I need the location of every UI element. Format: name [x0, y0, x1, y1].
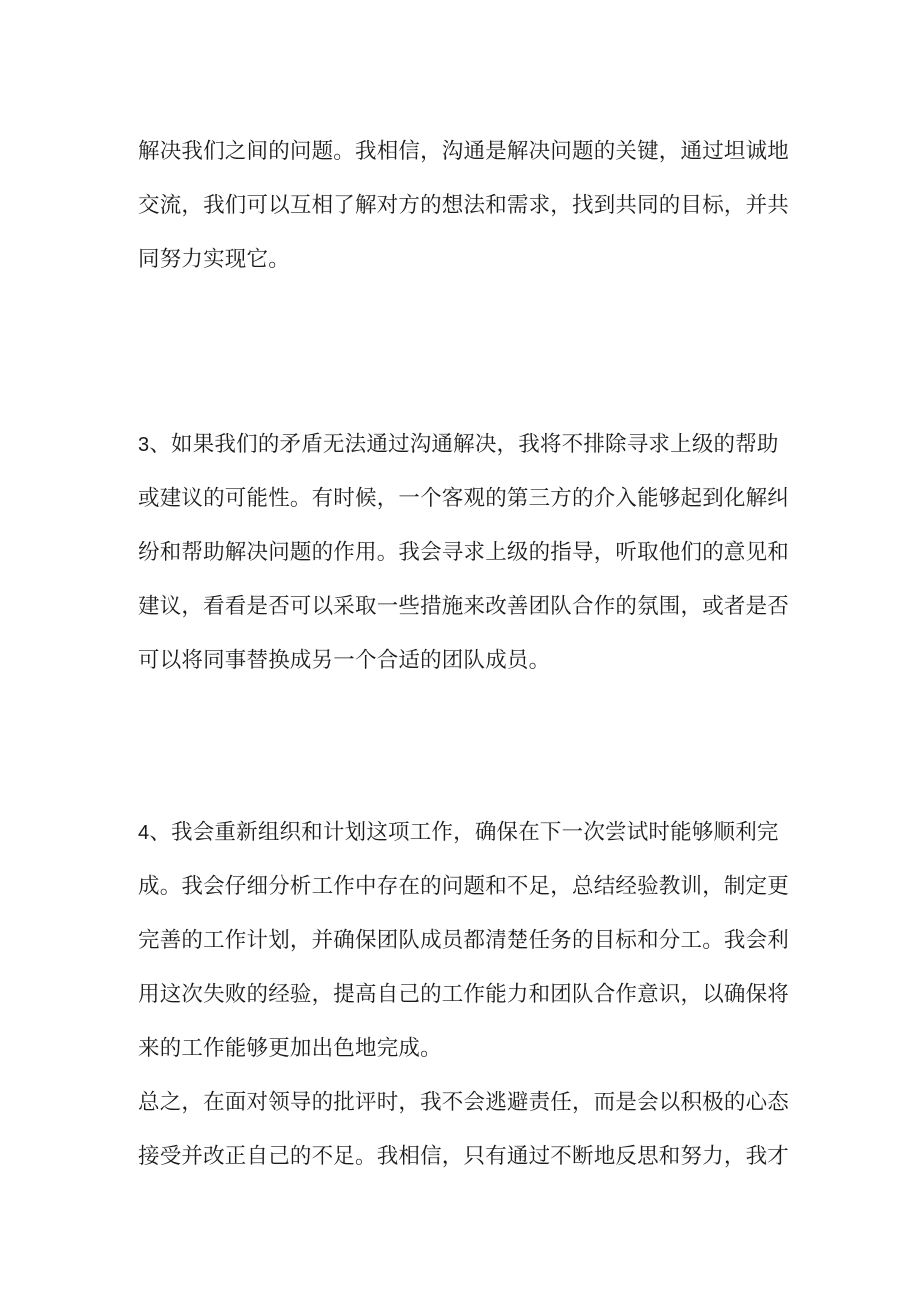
paragraph-number: 3 [138, 434, 150, 456]
text-line-content: 、我会重新组织和计划这项工作，确保在下一次尝试时能够顺利完 [149, 820, 779, 845]
paragraph-4 [138, 806, 788, 1184]
paragraph-3 [138, 418, 788, 688]
text-line: 用这次失败的经验，提高自己的工作能力和团队合作意识，以确保将 [138, 982, 790, 1007]
text-line: 同努力实现它。 [138, 247, 290, 272]
text-line-content: 、如果我们的矛盾无法通过沟通解决，我将不排除寻求上级的帮助 [149, 432, 779, 457]
text-line: 完善的工作计划，并确保团队成员都清楚任务的目标和分工。我会利 [138, 928, 790, 953]
text-line: 可以将同事替换成另一个合适的团队成员。 [138, 648, 551, 673]
text-line: 建议，看看是否可以采取一些措施来改善团队合作的氛围，或者是否 [138, 594, 790, 619]
text-line [138, 418, 788, 472]
text-line: 纷和帮助解决问题的作用。我会寻求上级的指导，听取他们的意见和 [138, 540, 790, 565]
text-line: 总之，在面对领导的批评时，我不会逃避责任，而是会以积极的心态 [138, 1090, 790, 1115]
paragraph-2-continuation [138, 125, 788, 287]
text-line: 接受并改正自己的不足。我相信，只有通过不断地反思和努力，我才 [138, 1144, 790, 1169]
text-line: 解决我们之间的问题。我相信，沟通是解决问题的关键，通过坦诚地 [138, 139, 790, 164]
text-line [138, 806, 788, 860]
text-line: 成。我会仔细分析工作中存在的问题和不足，总结经验教训，制定更 [138, 874, 790, 899]
paragraph-number: 4 [138, 822, 150, 844]
text-line: 交流，我们可以互相了解对方的想法和需求，找到共同的目标，并共 [138, 193, 790, 218]
text-line: 来的工作能够更加出色地完成。 [138, 1036, 442, 1061]
text-line: 或建议的可能性。有时候，一个客观的第三方的介入能够起到化解纠 [138, 486, 790, 511]
